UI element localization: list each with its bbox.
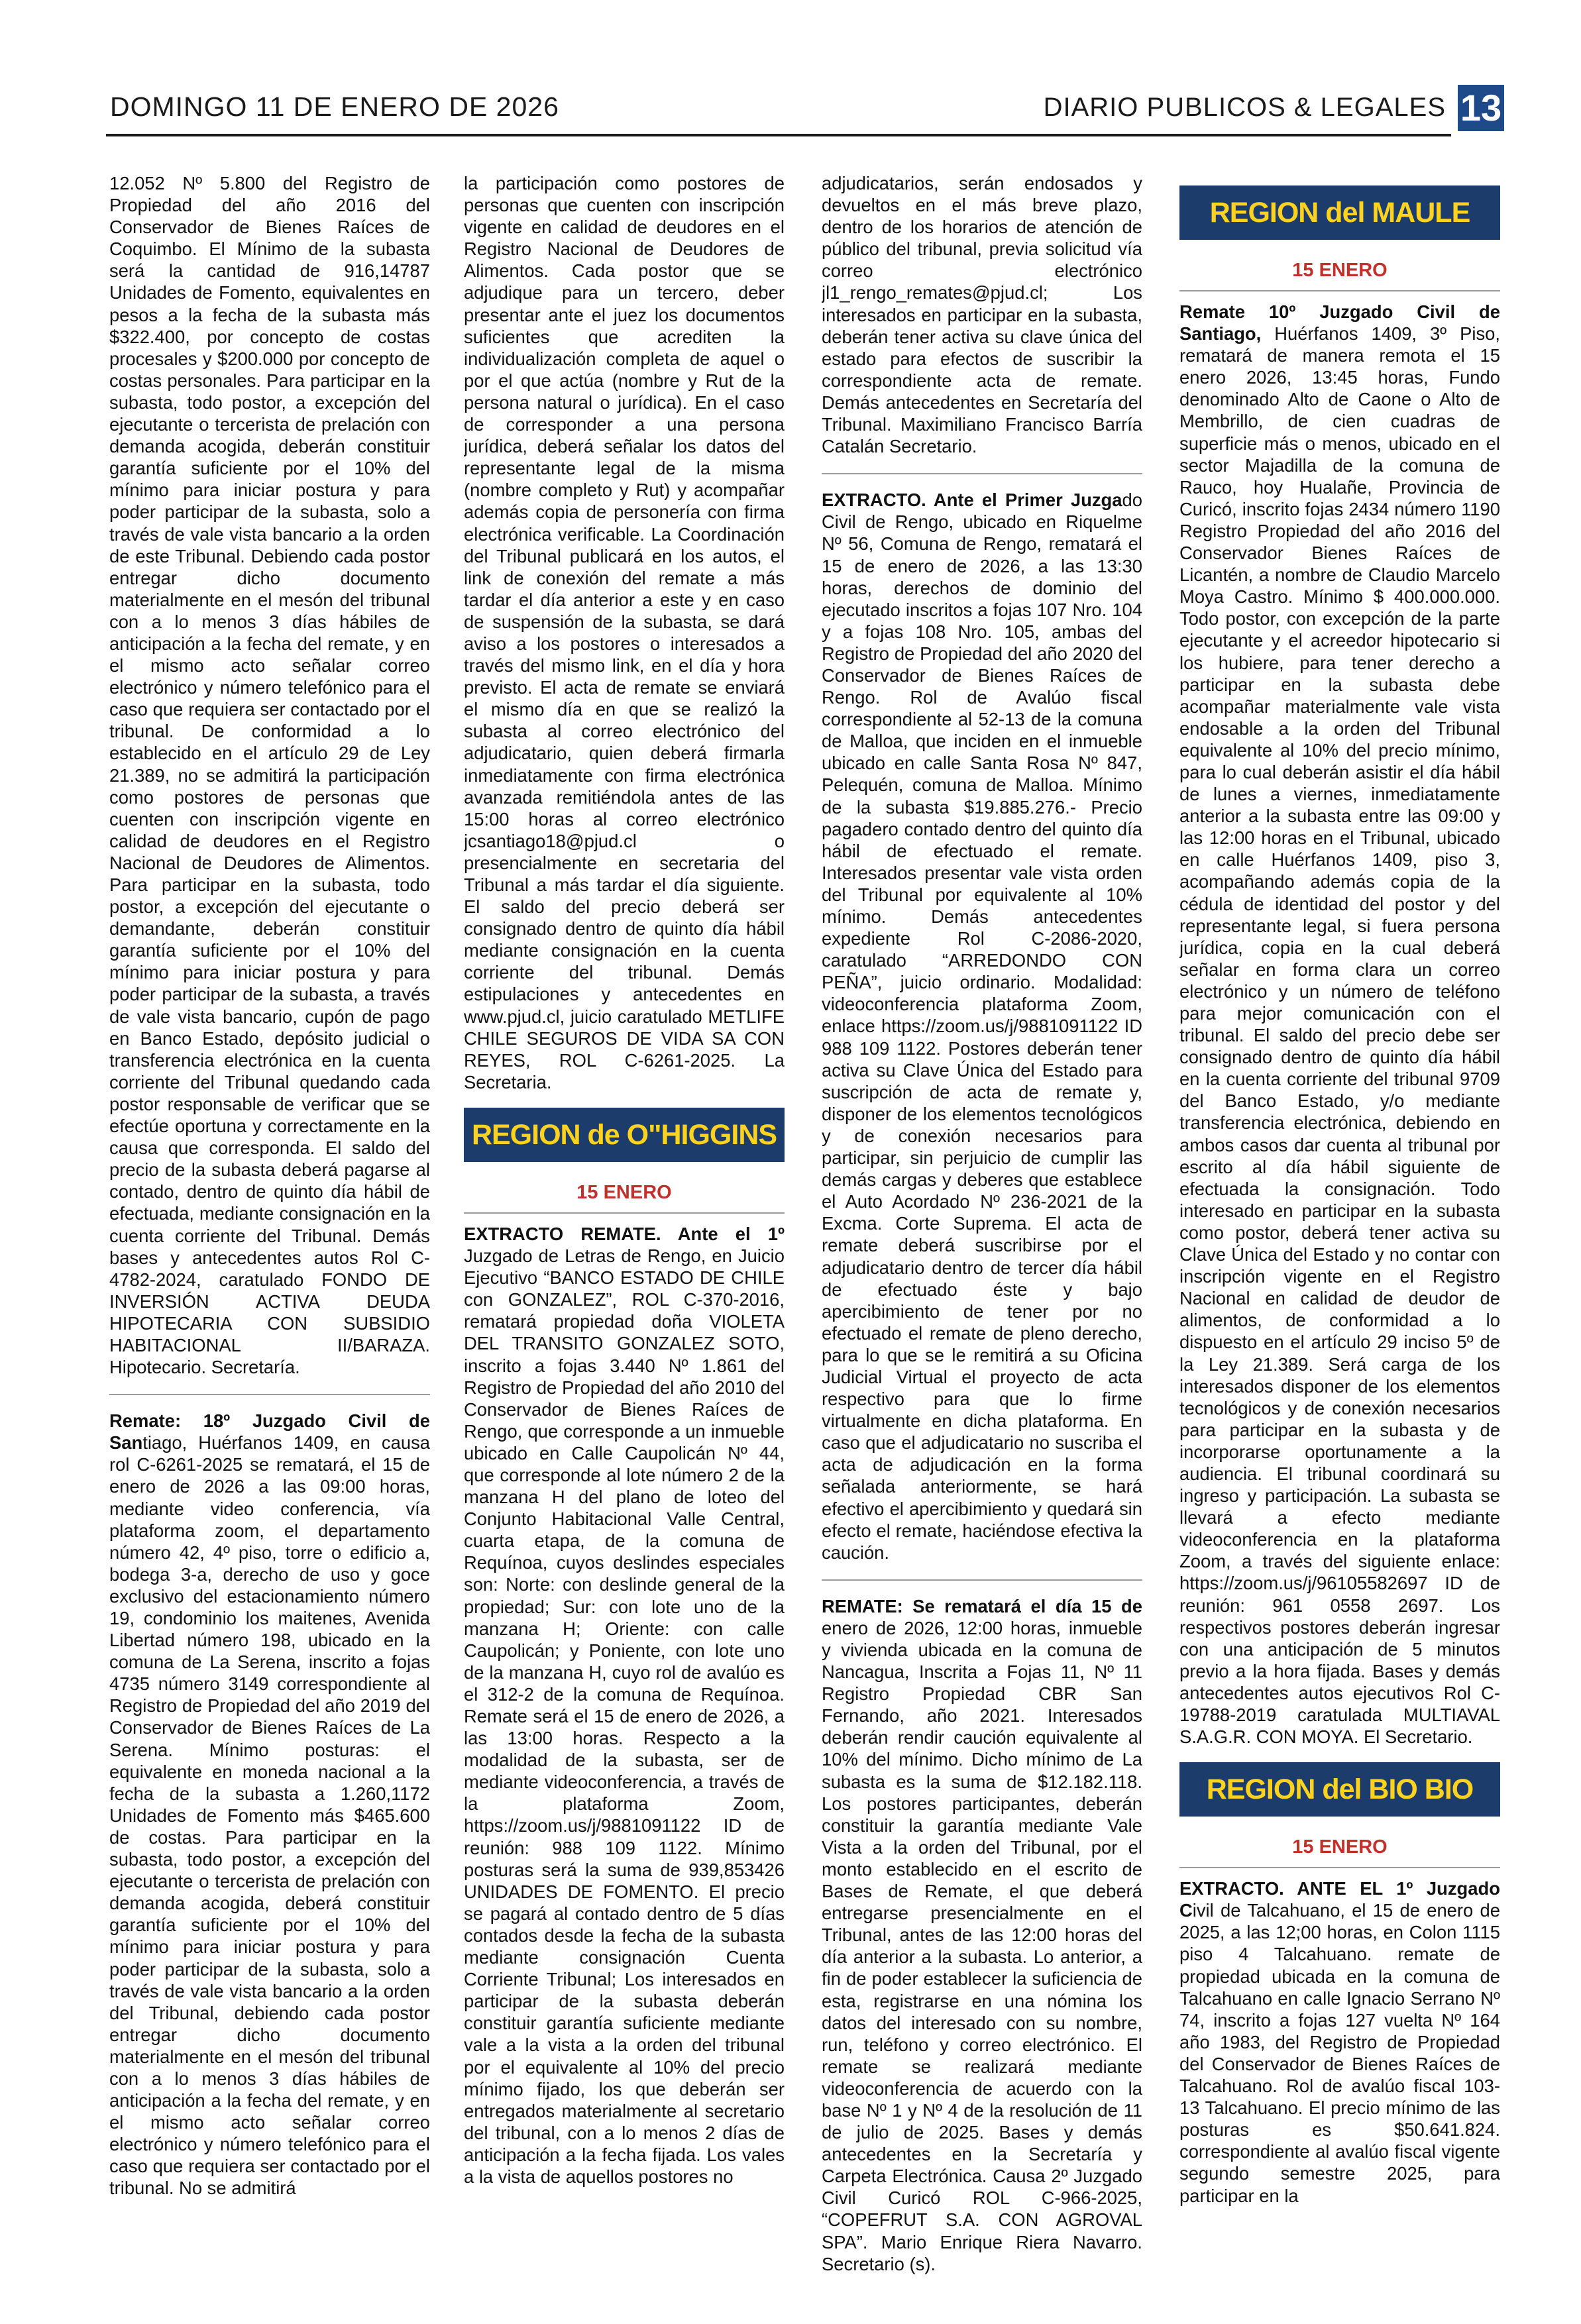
notice [822,1595,1142,2275]
column-4 [1179,172,1500,2299]
notice-divider [109,1394,430,1395]
notice-text: Juzgado de Letras de Rengo, en Juicio Ejecutivo “BANCO ESTADO DE CHILE con GONZALEZ”, ROL C-370-2016, rematará propiedad doña VIOLETA DEL TRANSITO GONZALEZ SOTO, inscrito a fojas 3.440 Nº 1.861 del Registro de Propiedad del año 2010 del Conservador de Bienes Raíces de Rengo, que corresponde a un inmueble ubicado en Calle Caupolicán Nº 44, que corresponde al lote número 2 de la manzana H del plano de loteo del Conjunto Habitacional Valle Central, cuarta etapa, de la comuna de Requínoa, cuyos deslindes especiales son: Norte: con deslinde general de la propiedad; Sur: con lote uno de la manzana H; Oriente: con calle Caupolicán; y Poniente, con lote uno de la manzana H, cuyo rol de avalúo es el 312-2 de la comuna de Requínoa. Remate será el 15 de enero de 2026, a las 13:00 horas. Respecto a la modalidad de la subasta, ser de mediante videoconferencia, a través de la plataforma Zoom, https://zoom.us/j/9881091122 ID de reunión: 988 109 1122. Mínimo posturas será la suma de 939,853426 UNIDADES DE FOMENTO. El precio se pagará al contado dentro de 5 días contados desde la fecha de la subasta mediante consignación Cuenta Corriente Tribunal; Los interesados en participar de la subasta deberán constituir garantía suficiente mediante vale a la vista a la orden del tribunal por el equivalente al 10% del precio mínimo fijado, los que deberán ser entregados materialmente al secretario del tribunal, con a lo menos 2 días de anticipación a la fecha fijada. Los vales a la vista de aquellos postores no [464,1245,785,2187]
column-3 [822,172,1142,2299]
section-date: 15 ENERO [1292,1836,1388,1858]
section-divider [464,1212,785,1214]
notice-text: adjudicatarios, serán endosados y devueltos en el más breve plazo, dentro de los horarios de atención de público del tribunal, previa solicitud vía correo electrónico jl1_rengo_remates@pjud.cl; Los interesados en participar en la subasta, deberán tener activa su clave única del estado para efectos de suscribir la correspondiente acta de remate. Demás antecedentes en Secretaría del Tribunal. Maximiliano Francisco Barría Catalán Secretario. [822,173,1142,457]
notice-text: 12.052 Nº 5.800 del Registro de Propiedad del año 2016 del Conservador de Bienes Raíces de Coquimbo. El Mínimo de la subasta será la cantidad de 916,14787 Unidades de Fomento, equivalentes en pesos a la fecha de la subasta más $322.400, por concepto de costas procesales y $200.000 por concepto de costas personales. Para participar en la subasta, todo postor, a excepción del ejecutante o tercerista de prelación con demanda acogida, deberán constituir garantía suficiente por el 10% del mínimo para iniciar postura y para poder participar de la subasta, solo a través de vale vista bancario a la orden de este Tribunal. Debiendo cada postor entregar dicho documento materialmente en el mesón del tribunal con a lo menos 3 días hábiles de anticipación a la fecha del remate, y en el mismo acto señalar correo electrónico y número telefónico para el caso que requiera ser contactado por el tribunal. De conformidad a lo establecido en el artículo 29 de Ley 21.389, no se admitirá la participación como postores de personas que cuenten con inscripción vigente en calidad de deudores en el Registro Nacional de Deudores de Alimentos. Para participar en la subasta, todo postor, a excepción del ejecutante o demandante, deberán constituir garantía suficiente por el 10% del mínimo para iniciar postura y para poder participar de la subasta, a través de vale vista bancario, cupón de pago en Banco Estado, depósito judicial o transferencia electrónica en la cuenta corriente del Tribunal quedando cada postor responsable de verificar que se efectúe oportuna y correctamente en la causa que corresponda. El saldo del precio de la subasta deberá pagarse al contado, dentro de quinto día hábil de efectuada, mediante consignación en la cuenta corriente del Tribunal. Demás bases y antecedentes autos Rol C-4782-2024, caratulado FONDO DE INVERSIÓN ACTIVA DEUDA HIPOTECARIA CON SUBSIDIO HABITACIONAL II/BARAZA. Hipotecario. Secretaría. [109,173,430,1378]
column-1 [109,172,430,2299]
page-number-badge: 13 [1458,85,1504,131]
column-2 [464,172,785,2299]
section-divider [1179,1867,1500,1868]
notice-lead: Remate 10º Juzgado Civil de Santiago, [1179,301,1500,344]
notice-lead: EXTRACTO REMATE. Ante el 1º [464,1223,785,1244]
region-banner-ohiggins: REGION de O"HIGGINS [464,1108,785,1162]
notice-text: do Civil de Rengo, ubicado en Riquelme Nº 56, Comuna de Rengo, rematará el 15 de enero de 2026, a las 13:30 horas, derechos de dominio del ejecutado inscritos a fojas 107 Nro. 104 y a fojas 108 Nro. 105, ambas del Registro de Propiedad del año 2020 del Conservador de Bienes Raíces de Rengo. Rol de Avalúo fiscal correspondiente al 52-13 de la comuna de Malloa, que inciden en el inmueble ubicado en calle Santa Rosa Nº 847, Pelequén, comuna de Malloa. Mínimo de la subasta $19.885.276.- Precio pagadero contado dentro del quinto día hábil de efectuado el remate. Interesados presentar vale vista orden del Tribunal por equivalente al 10% mínimo. Demás antecedentes expediente Rol C-2086-2020, caratulado “ARREDONDO CON PEÑA”, juicio ordinario. Modalidad: videoconferencia plataforma Zoom, enlace https://zoom.us/j/9881091122 ID 988 109 1122. Postores deberán tener activa su Clave Única del Estado para suscripción de acta de remate y, disponer de los elementos tecnológicos y de conexión necesarios para participar, sin perjuicio de cumplir las demás cargas y deberes que establece el Auto Acordado Nº 236-2021 de la Excma. Corte Suprema. El acta de remate deberá suscribirse por el adjudicatario dentro de tercer día hábil de efectuado éste y bajo apercibimiento de tener por no efectuado el remate de pleno derecho, para lo que se le remitirá a su Oficina Judicial Virtual el proyecto de acta respectivo para que lo firme virtualmente en dicha plataforma. En caso que el adjudicatario no suscriba el acta de adjudicación en la forma señalada anteriormente, se hará efectivo el apercibimiento y quedará sin efecto el remate, haciéndose efectiva la caución. [822,490,1142,1563]
notice-text: ivil de Talcahuano, el 15 de enero de 2025, a las 12;00 horas, en Colon 1115 piso 4 Talcahuano. remate de propiedad ubicada en la comuna de Talcahuano en calle Ignacio Serrano Nº 74, inscrito a fojas 127 vuelta Nº 164 año 1983, del Registro de Propiedad del Conservador de Bienes Raíces de Talcahuano. Rol de avalúo fiscal 103-13 Talcahuano. El precio mínimo de las posturas es $50.641.824. correspondiente al avalúo fiscal vigente segundo semestre 2025, para participar en la [1179,1900,1500,2206]
section-date: 15 ENERO [576,1181,672,1203]
header-rule [106,134,1451,136]
region-banner-maule: REGION del MAULE [1179,185,1500,240]
notice [464,1223,785,2188]
notice-text: la participación como postores de personas que cuenten con inscripción vigente en calidad de deudores en el Registro Nacional de Deudores de Alimentos. Cada postor que se adjudique para un tercero, deber presentar ante el juez los documentos suficientes que acrediten la individualización completa de aquel o por el que actúa (nombre y Rut de la persona natural o jurídica). En el caso de corresponder a una persona jurídica, deberá señalar los datos del representante legal de la misma (nombre completo y Rut) y acompañar además copia de personería con firma electrónica verificable. La Coordinación del Tribunal publicará en los autos, el link de conexión del remate a más tardar el día anterior a este y en caso de suspensión de la subasta, se dará aviso a los postores o interesados a través del mismo link, en el día y hora previsto. El acta de remate se enviará el mismo día en que se realizó la subasta al correo electrónico del adjudicatario, quien deberá firmarla inmediatamente con firma electrónica avanzada remitiéndola antes de las 15:00 horas al correo electrónico jcsantiago18@pjud.cl o presencialmente en secretaria del Tribunal a más tardar el día siguiente. El saldo del precio deberá ser consignado dentro de quinto día hábil mediante consignación en la cuenta corriente del tribunal. Demás estipulaciones y antecedentes en www.pjud.cl, juicio caratulado METLIFE CHILE SEGUROS DE VIDA SA CON REYES, ROL C-6261-2025. La Secretaria. [464,173,785,1092]
notice-lead: REMATE: Se rematará el día 15 de [822,1595,1142,1616]
notice [1179,301,1500,1748]
page-header [106,85,1504,135]
notice-text: enero de 2026, 12:00 horas, inmueble y vivienda ubicada en la comuna de Nancagua, Inscrita a Fojas 11, Nº 11 Registro Propiedad CBR San Fernando, año 2021. Interesados deberán rendir caución equivalente al 10% del mínimo. Dicho mínimo de La subasta es la suma de $12.182.118. Los postores participantes, deberán constituir la garantía mediante Vale Vista a la orden del Tribunal, por el monto establecido en el escrito de Bases de Remate, el que deberá entregarse presencialmente en el Tribunal, antes de las 12:00 horas del día anterior a la subasta. Lo anterior, a fin de poder establecer la suficiencia de esta, registrarse en una nómina los datos del interesado con su nombre, run, teléfono y correo electrónico. El remate se realizará mediante videoconferencia de acuerdo con la base Nº 1 y Nº 4 de la resolución de 11 de julio de 2025. Bases y demás antecedentes en la Secretaría y Carpeta Electrónica. Causa 2º Juzgado Civil Curicó ROL C-966-2025, “COPEFRUT S.A. CON AGROVAL SPA”. Mario Enrique Riera Navarro. Secretario (s). [822,1617,1142,2274]
notice-lead: EXTRACTO. Ante el Primer Juzga [822,490,1122,511]
notice [822,489,1142,1563]
notice-divider [822,1579,1142,1581]
notice-lead: Remate: 18º Juzgado Civil de San [109,1410,430,1453]
section-divider [1179,290,1500,291]
notice-divider [822,473,1142,474]
header-date: DOMINGO 11 DE ENERO DE 2026 [110,91,559,122]
notice-text: Huérfanos 1409, 3º Piso, rematará de manera remota el 15 enero 2026, 13:45 horas, Fundo denominado Alto de Caone o Alto de Membrillo, de cien cuadras de superficie más o menos, ubicado en el sector Majadilla de la comuna de Rauco, hoy Hualañe, Provincia de Curicó, inscrito fojas 2434 número 1190 Registro Propiedad del año 2016 del Conservador Bienes Raíces de Licantén, a nombre de Claudio Marcelo Moya Castro. Mínimo $ 400.000.000. Todo postor, con excepción de la parte ejecutante y el acreedor hipotecario si los hubiere, para tener derecho a participar en la subasta debe acompañar materialmente vale vista endosable a la orden del Tribunal equivalente al 10% del precio mínimo, para lo cual deberán asistir el día hábil de lunes a viernes, inmediatamente anterior a la subasta entre las 09:00 y las 12:00 horas en el Tribunal, ubicado en calle Huérfanos 1409, piso 3, acompañando además copia de la cédula de identidad del postor y del representante legal, si fuera persona jurídica, copia en la cual deberá señalar en forma clara un correo electrónico y un número de teléfono para mejor comunicación con el tribunal. El saldo del precio debe ser consignado dentro de quinto día hábil en la cuenta corriente del tribunal 9709 del Banco Estado, y/o mediante transferencia electrónica, debiendo en ambos casos dar cuenta al tribunal por escrito al día hábil siguiente de efectuada la consignación. Todo interesado en participar en la subasta como postor, deberá tener activa su Clave Única del Estado y no contar con inscripción vigente en el Registro Nacional en calidad de deudor de alimentos, de conformidad a lo dispuesto en el artículo 29 inciso 5º de la Ley 21.389. Será carga de los interesados disponer de los elementos tecnológicos y de conexión necesarios para participar en la subasta y de incorporarse oportunamente a la audiencia. El tribunal coordinará su ingreso y participación. La subasta se llevará a efecto mediante videoconferencia en la plataforma Zoom, a través del siguiente enlace: https://zoom.us/j/96105582697 ID de reunión: 961 0558 2697. Los respectivos postores deberán ingresar con una anticipación de 5 minutos previo a la hora fijada. Bases y demás antecedentes autos ejecutivos Rol C-19788-2019 caratulada MULTIAVAL S.A.G.R. CON MOYA. El Secretario. [1179,323,1500,1748]
notice [109,1410,430,2199]
region-banner-biobio: REGION del BIO BIO [1179,1762,1500,1817]
notice-lead: EXTRACTO. ANTE EL 1º Juzgado C [1179,1878,1500,1921]
publication-name: DIARIO PUBLICOS & LEGALES [1043,93,1446,122]
notice-text: tiago, Huérfanos 1409, en causa rol C-6261-2025 se rematará, el 15 de enero de 2026 a las 09:00 horas, mediante video conferencia, vía plataforma zoom, el departamento número 42, 4º piso, torre o edificio a, bodega 3-a, derecho de uso y goce exclusivo del estacionamiento número 19, condominio los maitenes, Avenida Libertad número 198, ubicado en la comuna de La Serena, inscrito a fojas 4735 número 3149 correspondiente al Registro de Propiedad del año 2019 del Conservador de Bienes Raíces de La Serena. Mínimo posturas: el equivalente en moneda nacional a la fecha de la subasta a 1.260,1172 Unidades de Fomento más $465.600 de costas. Para participar en la subasta, todo postor, a excepción del ejecutante o tercerista de prelación con demanda acogida, deberá constituir garantía suficiente por el 10% del mínimo para iniciar postura y para poder participar de la subasta, solo a través de vale vista bancario a la orden del Tribunal, debiendo cada postor entregar dicho documento materialmente en el mesón del tribunal con a lo menos 3 días hábiles de anticipación a la fecha del remate, y en el mismo acto señalar correo electrónico y número telefónico para el caso que requiera ser contactado por el tribunal. No se admitirá [109,1432,430,2199]
notice [1179,1877,1500,2206]
section-date: 15 ENERO [1292,260,1388,281]
